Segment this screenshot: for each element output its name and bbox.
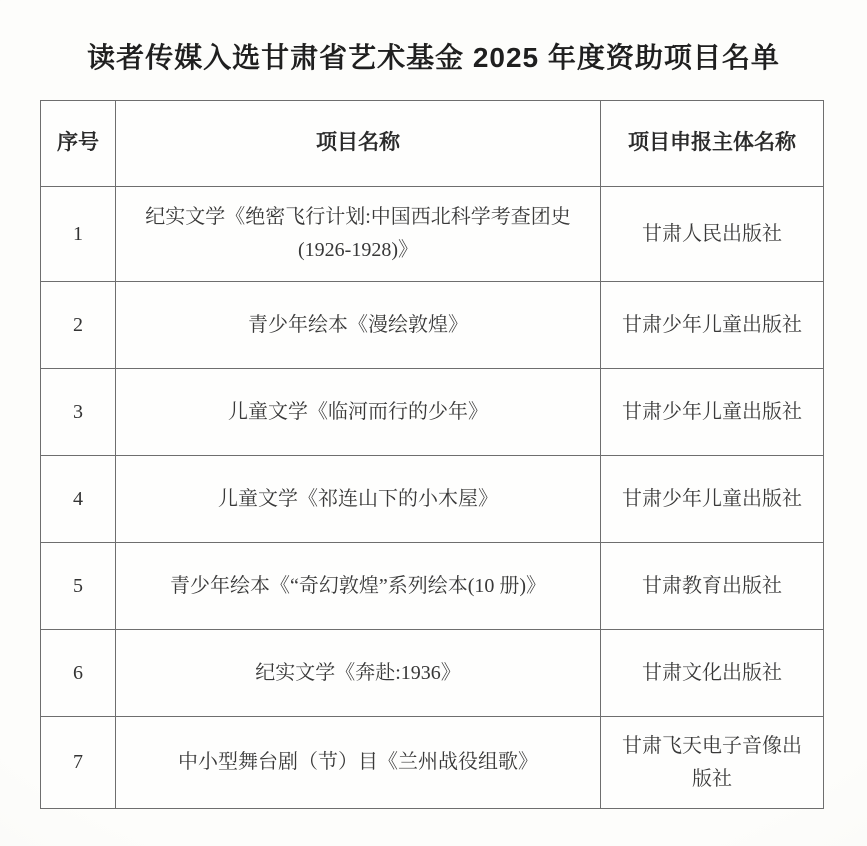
column-header-project: 项目名称 xyxy=(116,101,601,187)
row-number-cell: 3 xyxy=(41,369,116,456)
table-row xyxy=(41,187,824,282)
row-number-cell: 2 xyxy=(41,282,116,369)
table-row xyxy=(41,717,824,809)
table-row xyxy=(41,630,824,717)
applicant-cell: 甘肃飞天电子音像出版社 xyxy=(601,717,824,809)
applicant-cell: 甘肃文化出版社 xyxy=(601,630,824,717)
row-number-cell: 6 xyxy=(41,630,116,717)
applicant-cell: 甘肃少年儿童出版社 xyxy=(601,369,824,456)
row-number-cell: 7 xyxy=(41,717,116,809)
column-header-applicant: 项目申报主体名称 xyxy=(601,101,824,187)
row-number-cell: 5 xyxy=(41,543,116,630)
page-title: 读者传媒入选甘肃省艺术基金 2025 年度资助项目名单 xyxy=(87,42,780,73)
project-name-cell: 中小型舞台剧（节）目《兰州战役组歌》 xyxy=(116,717,601,809)
table-row xyxy=(41,456,824,543)
project-name-cell: 纪实文学《绝密飞行计划:中国西北科学考查团史(1926-1928)》 xyxy=(116,187,601,282)
table-row xyxy=(41,543,824,630)
table-header-row xyxy=(41,101,824,187)
project-list-table xyxy=(40,100,824,809)
project-name-cell: 儿童文学《祁连山下的小木屋》 xyxy=(116,456,601,543)
project-name-cell: 青少年绘本《漫绘敦煌》 xyxy=(116,282,601,369)
applicant-cell: 甘肃人民出版社 xyxy=(601,187,824,282)
applicant-cell: 甘肃教育出版社 xyxy=(601,543,824,630)
project-name-cell: 青少年绘本《“奇幻敦煌”系列绘本(10 册)》 xyxy=(116,543,601,630)
applicant-cell: 甘肃少年儿童出版社 xyxy=(601,282,824,369)
table-row xyxy=(41,369,824,456)
column-header-no: 序号 xyxy=(41,101,116,187)
project-name-cell: 儿童文学《临河而行的少年》 xyxy=(116,369,601,456)
row-number-cell: 1 xyxy=(41,187,116,282)
applicant-cell: 甘肃少年儿童出版社 xyxy=(601,456,824,543)
project-name-cell: 纪实文学《奔赴:1936》 xyxy=(116,630,601,717)
table-row xyxy=(41,282,824,369)
row-number-cell: 4 xyxy=(41,456,116,543)
